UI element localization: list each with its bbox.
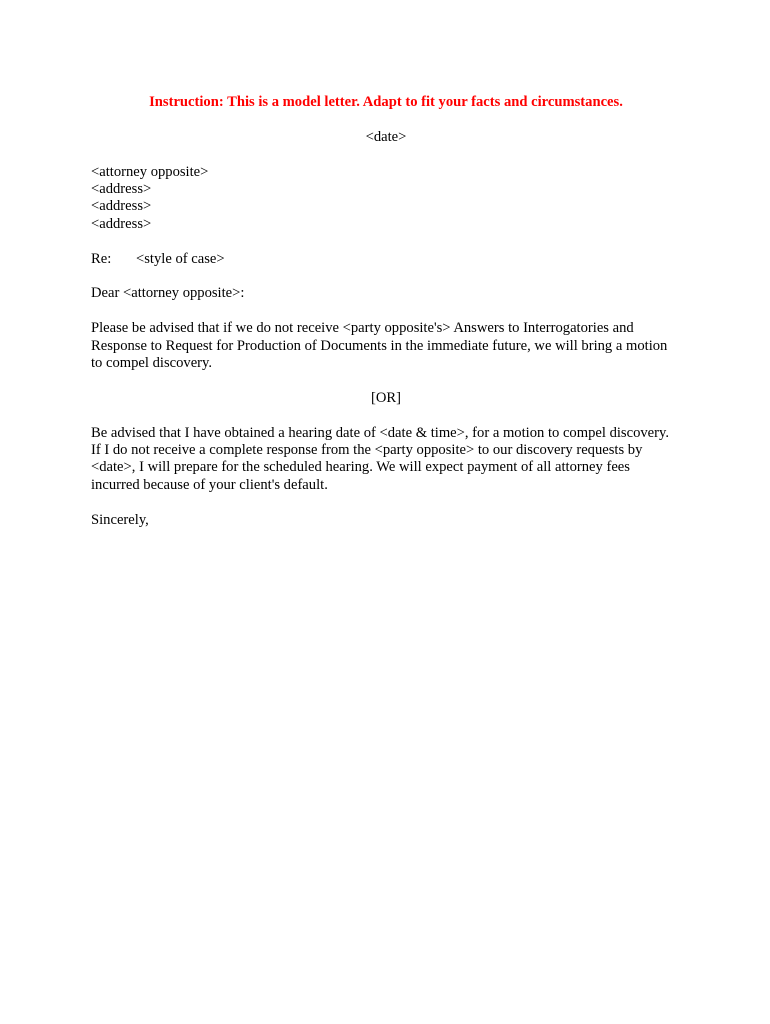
recipient-name: <attorney opposite>	[91, 163, 209, 180]
recipient-address-block	[91, 164, 691, 234]
recipient-address-line: <address>	[91, 215, 152, 232]
paragraph-line: to compel discovery.	[91, 355, 213, 372]
re-label: Re:	[91, 250, 112, 267]
re-line	[91, 251, 691, 268]
paragraph-line: <date>, I will prepare for the scheduled hearing. We will expect payment of all attorney fees	[91, 459, 630, 476]
closing: Sincerely,	[91, 511, 149, 528]
paragraph-line: Be advised that I have obtained a hearing date of <date & time>, for a motion to compel discovery.	[91, 424, 669, 441]
paragraph-1	[91, 320, 691, 372]
paragraph-2	[91, 425, 691, 495]
recipient-address-line: <address>	[91, 198, 152, 215]
paragraph-line: If I do not receive a complete response from the <party opposite> to our discovery requests by	[91, 442, 643, 459]
letter-date: <date>	[365, 128, 407, 145]
or-separator: [OR]	[371, 389, 401, 406]
paragraph-line: incurred because of your client's default.	[91, 476, 328, 493]
letter-body	[91, 94, 691, 529]
paragraph-line: Response to Request for Production of Documents in the immediate future, we will bring a motion	[91, 337, 668, 354]
salutation: Dear <attorney opposite>:	[91, 285, 245, 302]
re-value: <style of case>	[136, 250, 225, 267]
recipient-address-line: <address>	[91, 181, 152, 197]
paragraph-line: Please be advised that if we do not receive <party opposite's> Answers to Interrogatories and	[91, 320, 634, 337]
instruction-note: Instruction: This is a model letter. Adapt to fit your facts and circumstances.	[149, 94, 623, 110]
